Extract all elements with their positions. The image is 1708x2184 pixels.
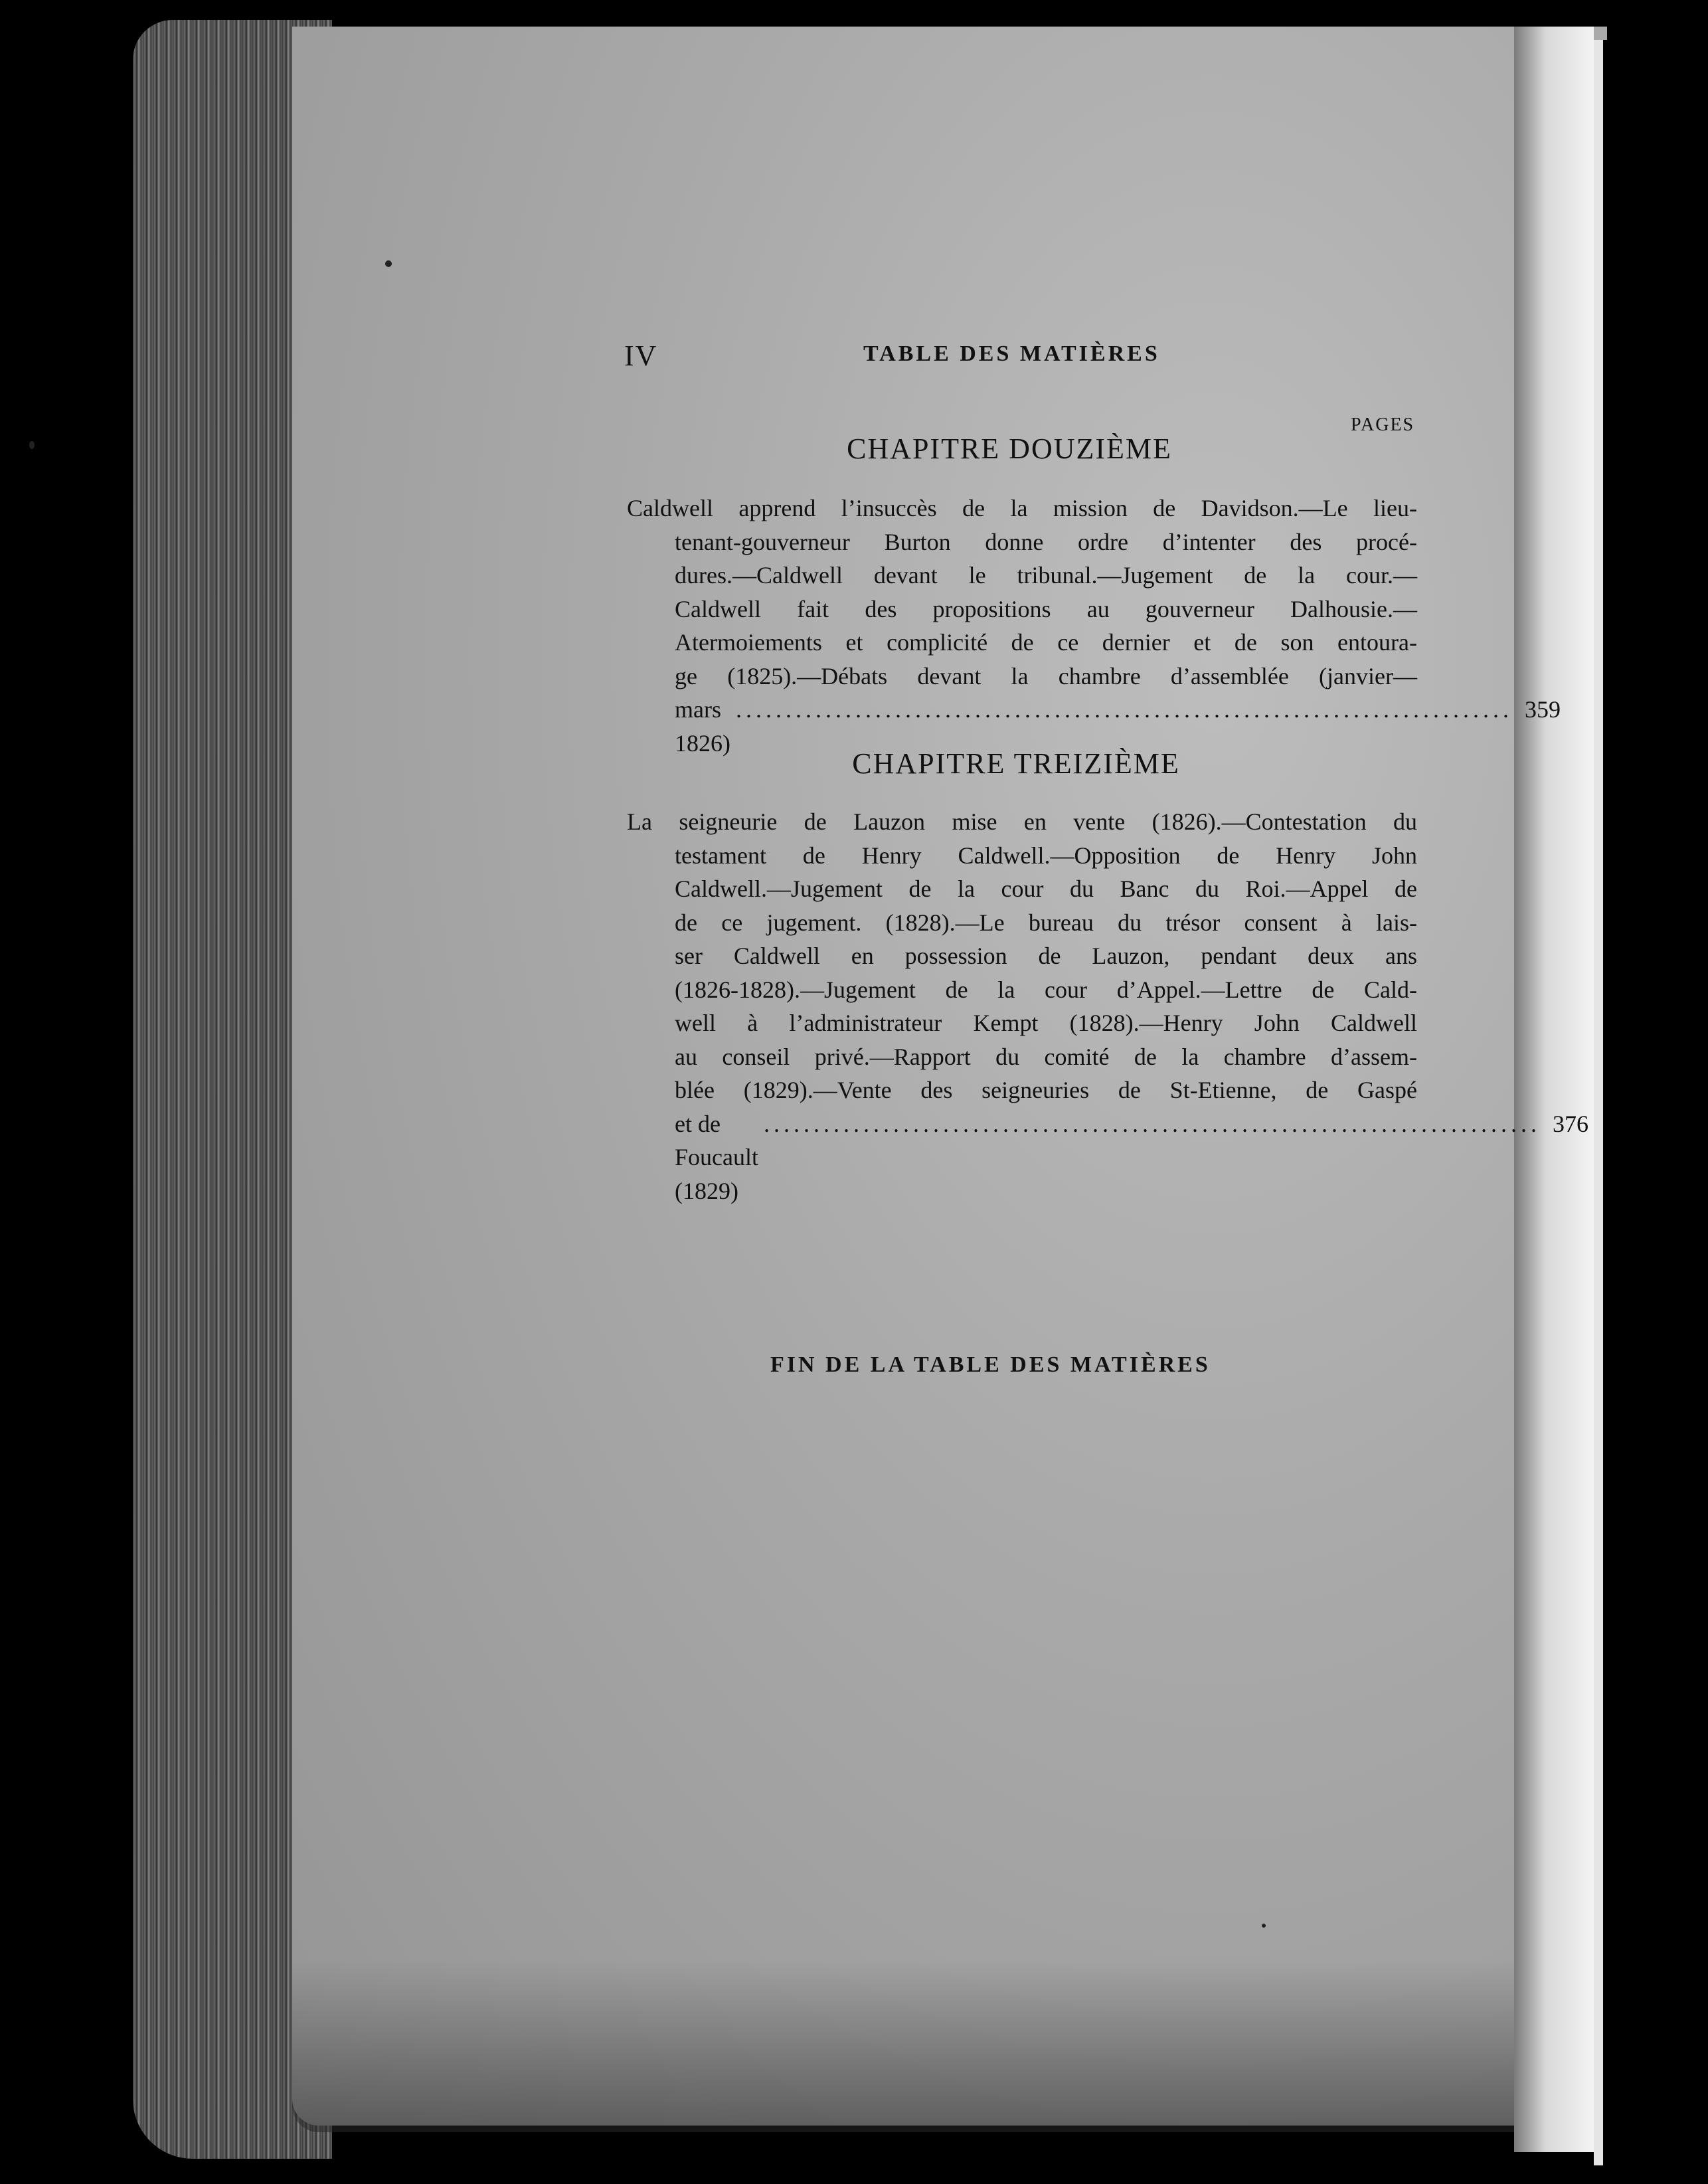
- facing-page-border: [1594, 40, 1700, 2165]
- summary-line: (1826-1828).—Jugement de la cour d’Appel.—Lettre de Cald-: [675, 976, 1417, 1003]
- dot-leader: ..............................................................................: [763, 1110, 1541, 1137]
- summary-line: tenant-gouverneur Burton donne ordre d’intenter des procé-: [675, 528, 1417, 555]
- summary-line: mars 1826): [675, 696, 730, 757]
- page-shadow: [292, 1959, 1607, 2132]
- summary-line: ser Caldwell en possession de Lauzon, pendant deux ans: [675, 943, 1417, 969]
- summary-line: de ce jugement. (1828).—Le bureau du trésor consent à lais-: [675, 909, 1417, 936]
- summary-line: dures.—Caldwell devant le tribunal.—Jugement de la cour.—: [675, 562, 1417, 589]
- summary-last-line: [627, 1107, 1588, 1208]
- summary-line: Caldwell.—Jugement de la cour du Banc du Roi.—Appel de: [675, 875, 1417, 902]
- chapter-title: CHAPITRE DOUZIÈME: [847, 432, 1172, 465]
- chapter-title: CHAPITRE TREIZIÈME: [852, 747, 1180, 780]
- page-folio: IV: [624, 339, 658, 372]
- summary-line: testament de Henry Caldwell.—Opposition de Henry John: [675, 842, 1417, 869]
- dot-leader: ..............................................................................: [735, 696, 1513, 723]
- paper-speck: [385, 260, 392, 267]
- paper-speck: [1262, 1924, 1266, 1928]
- chapter-summary: [627, 492, 1561, 760]
- summary-line: well à l’administrateur Kempt (1828).—Henry John Caldwell: [675, 1010, 1417, 1036]
- summary-line: et de Foucault (1829): [675, 1110, 758, 1204]
- end-of-contents-label: FIN DE LA TABLE DES MATIÈRES: [770, 1352, 1211, 1377]
- summary-line: La seigneurie de Lauzon mise en vente (1826).—Contestation du: [627, 808, 1417, 835]
- running-head: TABLE DES MATIÈRES: [863, 341, 1160, 366]
- facing-page-strip: [1514, 27, 1594, 2152]
- summary-line: ge (1825).—Débats devant la chambre d’assemblée (janvier—: [675, 662, 1417, 689]
- page-number: 376: [1552, 1110, 1588, 1137]
- summary-line: au conseil privé.—Rapport du comité de la chambre d’assem-: [675, 1043, 1417, 1070]
- summary-line: Caldwell apprend l’insuccès de la mission de Davidson.—Le lieu-: [627, 495, 1417, 521]
- summary-line: blée (1829).—Vente des seigneuries de St-Etienne, de Gaspé: [675, 1077, 1417, 1103]
- chapter-summary: [627, 805, 1588, 1208]
- summary-line: Atermoiements et complicité de ce dernier et de son entoura-: [675, 629, 1417, 656]
- summary-line: Caldwell fait des propositions au gouverneur Dalhousie.—: [675, 595, 1417, 622]
- page-number: 359: [1524, 696, 1561, 723]
- pages-column-label: PAGES: [1351, 414, 1415, 435]
- paper-speck: [29, 441, 35, 449]
